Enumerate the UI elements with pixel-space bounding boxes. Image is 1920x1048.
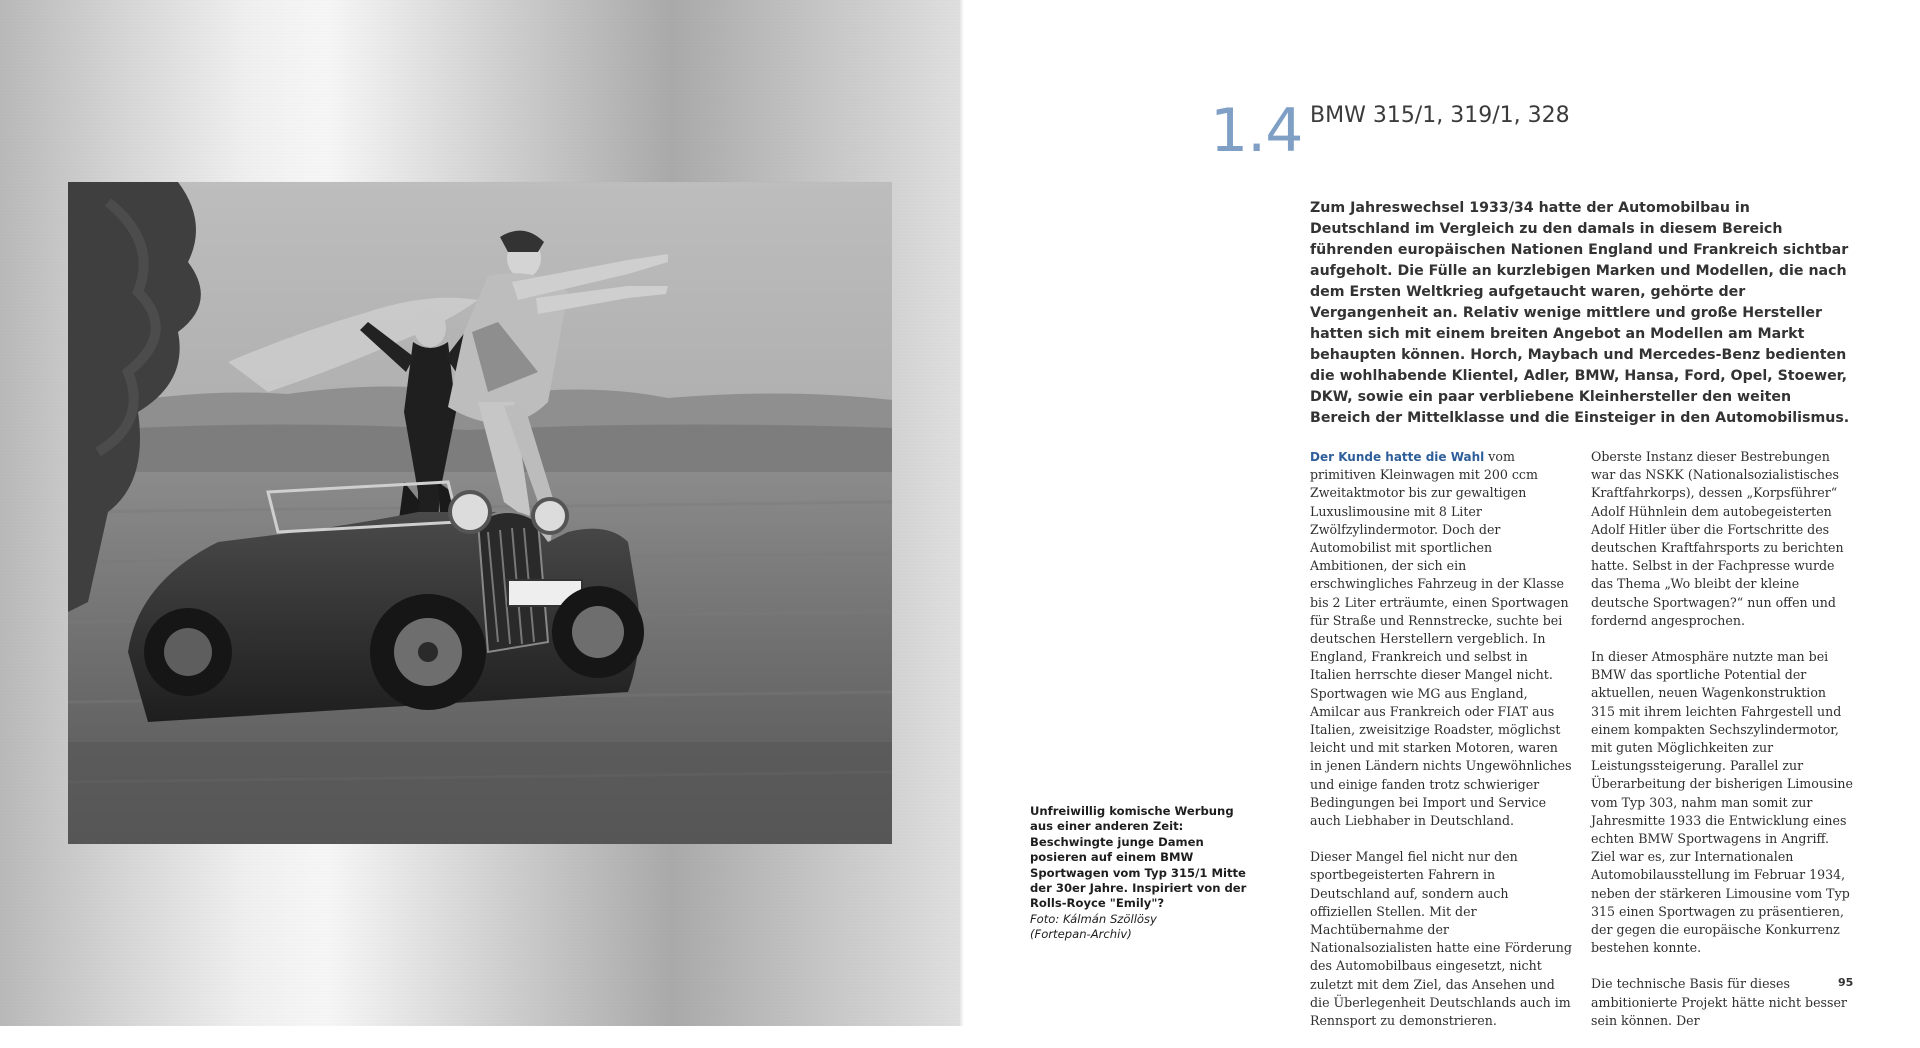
left-page-brushed-metal bbox=[0, 0, 960, 1026]
body-paragraph: Oberste Instanz dieser Bestrebungen war das NSKK (Nationalsozialistisches Kraftfahrkorps), dessen „Korpsführer“ Adolf Hühnlein dem autobegeisterten Adolf Hitler über die Fortschritte des deutschen Kraftfahrsports zu berichten hatte. Selbst in der Fachpresse wurde das Thema „Wo bleibt der kleine deutsche Sportwagen?“ nun offen und fordernd angesprochen. bbox=[1591, 449, 1844, 628]
chapter-title: BMW 315/1, 319/1, 328 bbox=[1310, 103, 1570, 128]
page-gutter bbox=[960, 0, 964, 1026]
vintage-photo-bmw-roadster bbox=[68, 182, 892, 844]
photo-illustration bbox=[68, 182, 892, 844]
photo-caption bbox=[1030, 804, 1248, 943]
body-column-1 bbox=[1310, 448, 1572, 1048]
page-number: 95 bbox=[1838, 976, 1854, 989]
caption-credit-archive: (Fortepan-Archiv) bbox=[1030, 927, 1132, 942]
intro-paragraph: Zum Jahreswechsel 1933/34 hatte der Automobilbau in Deutschland im Vergleich zu den damals in diesem Bereich führenden europäischen Nationen England und Frankreich sichtbar aufgeholt. Die Fülle an kurzlebigen Marken und Modellen, die nach dem Ersten Weltkrieg aufgetaucht waren, gehörte der Vergangenheit an. Relativ wenige mittlere und große Hersteller hatten sich mit einem breiten Angebot an Modellen am Markt behaupten können. Horch, Maybach und Mercedes-Benz bedienten die wohlhabende Klientel, Adler, BMW, Hansa, Ford, Opel, Stoewer, DKW, sowie ein paar verbliebene Kleinhersteller den weiten Bereich der Mittelklasse und die Einsteiger in den Automobilismus. bbox=[1310, 200, 1850, 426]
body-paragraph: In dieser Atmosphäre nutzte man bei BMW das sportliche Potential der aktuellen, neuen Wagenkonstruktion 315 mit ihrem leichten Fahrgestell und einem kompakten Sechszylindermotor, mit guten Möglichkeiten zur Leistungssteigerung. Parallel zur Überarbeitung der bisherigen Limousine vom Typ 303, nahm man somit zur Jahresmitte 1933 die Entwicklung eines echten BMW Sportwagens in Angriff. Ziel war es, zur Internationalen Automobilausstellung im Februar 1934, neben der stärkeren Limousine vom Typ 315 einen Sportwagen zu präsentieren, der gegen die europäische Konkurrenz bestehen konnte. bbox=[1591, 649, 1853, 956]
caption-text: Unfreiwillig komische Werbung aus einer anderen Zeit: Beschwingte junge Damen posieren auf einem BMW Sportwagen vom Typ 315/1 Mitte der 30er Jahre. Inspiriert von der Rolls-Royce "Emily"? bbox=[1030, 804, 1247, 911]
body-paragraph: Dieser Mangel fiel nicht nur den sportbegeisterten Fahrern in Deutschland auf, sondern auch offiziellen Stellen. Mit der Machtübernahme der Nationalsozialisten hatte eine Förderung des Automobilbaus eingesetzt, nicht zuletzt mit dem Ziel, das Ansehen und die Überlegenheit Deutschlands auch im Rennsport zu demonstrieren. bbox=[1310, 849, 1572, 1029]
lead-in-text: Der Kunde hatte die Wahl bbox=[1310, 450, 1485, 464]
chapter-number: 1.4 bbox=[1210, 96, 1303, 166]
body-paragraph bbox=[1310, 448, 1572, 830]
body-paragraph: Die technische Basis für dieses ambitionierte Projekt hätte nicht besser sein können. Der bbox=[1591, 976, 1847, 1028]
body-text: vom primitiven Kleinwagen mit 200 ccm Zweitaktmotor bis zur gewaltigen Luxuslimousine mit 8 Liter Zwölfzylindermotor. Doch der Automobilist mit sportlichen Ambitionen, der sich ein erschwingliches Fahrzeug in der Klasse bis 2 Liter erträumte, einen Sportwagen für Straße und Rennstrecke, suchte bei deutschen Herstellern vergeblich. In England, Frankreich und selbst in Italien herrschte dieser Mangel nicht. Sportwagen wie MG aus England, Amilcar aus Frankreich oder FIAT aus Italien, zweisitzige Roadster, möglichst leicht und mit starken Motoren, waren in jenen Ländern nichts Ungewöhnliches und einige fanden trotz schwieriger Bedingungen bei Import und Service auch Liebhaber in Deutschland. bbox=[1310, 449, 1572, 829]
body-column-2 bbox=[1591, 448, 1853, 1048]
caption-credit: Foto: Kálmán Szöllösy bbox=[1030, 911, 1157, 926]
foreground-grass bbox=[68, 742, 892, 844]
